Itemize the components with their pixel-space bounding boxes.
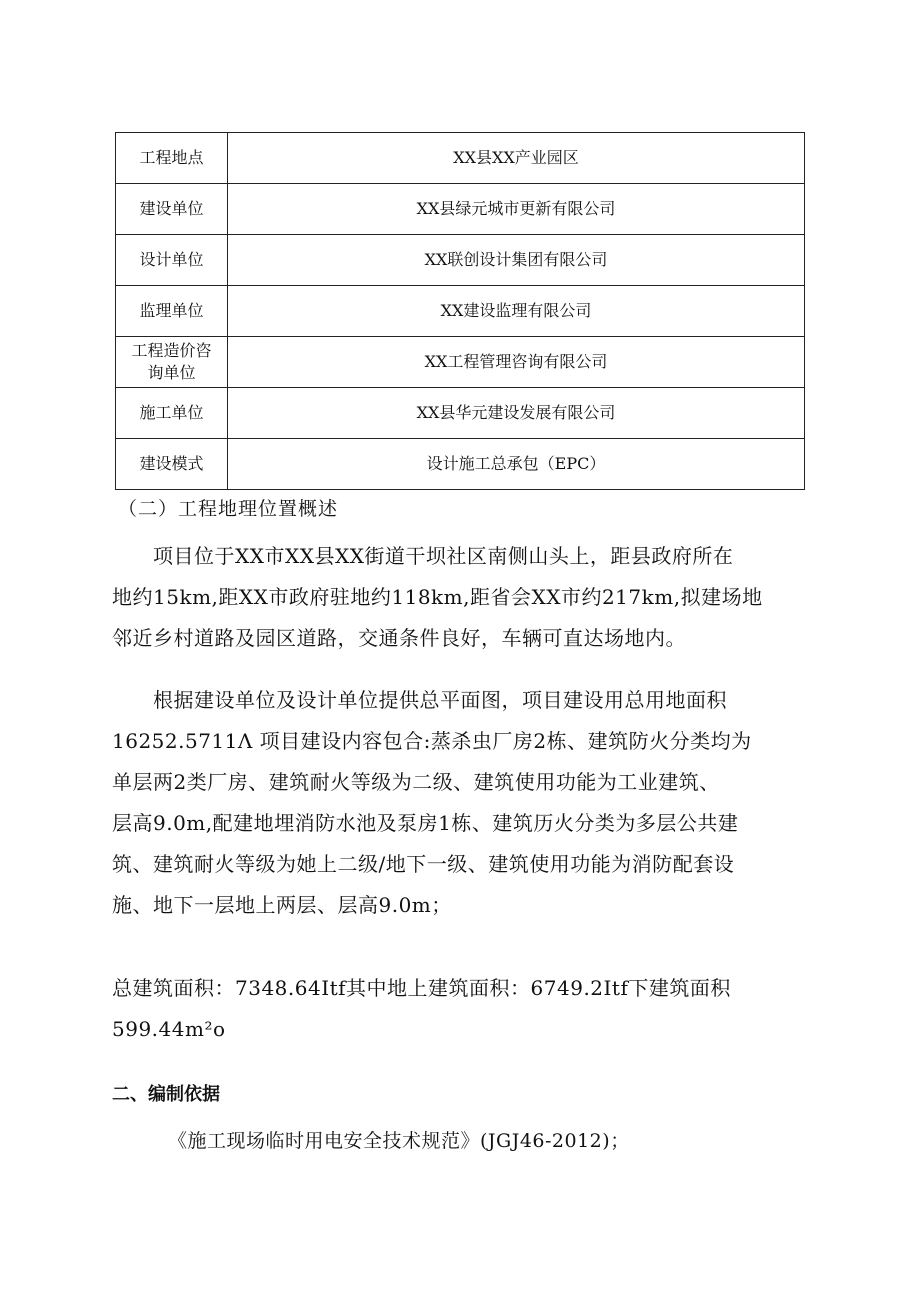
- table-row: [116, 286, 805, 337]
- subsection-heading: （二）工程地理位置概述: [118, 498, 339, 520]
- paragraph-line: 施、地下一层地上两层、层高9.0m；: [112, 893, 452, 917]
- paragraph-line: 599.44m²o: [112, 1017, 226, 1041]
- row-label: 施工单位: [116, 388, 228, 439]
- table-row: [116, 235, 805, 286]
- row-label: 监理单位: [116, 286, 228, 337]
- content-paragraph: [112, 680, 802, 926]
- row-label: 建设模式: [116, 439, 228, 490]
- row-value: 设计施工总承包（EPC）: [228, 439, 805, 490]
- row-value: XX联创设计集团有限公司: [228, 235, 805, 286]
- row-label: 工程地点: [116, 133, 228, 184]
- paragraph-line: 16252.5711Λ 项目建设内容包合:蒸杀虫厂房2栋、建筑防火分类均为: [112, 729, 752, 753]
- project-info-table: [115, 132, 805, 490]
- table-row: [116, 184, 805, 235]
- row-value: XX工程管理咨询有限公司: [228, 337, 805, 388]
- row-label: 设计单位: [116, 235, 228, 286]
- row-label: 工程造价咨询单位: [116, 337, 228, 388]
- location-paragraph: [112, 536, 802, 659]
- row-value: XX建设监理有限公司: [228, 286, 805, 337]
- paragraph-line: 单层两2类厂房、建筑耐火等级为二级、建筑使用功能为工业建筑、: [112, 770, 720, 794]
- paragraph-line: 筑、建筑耐火等级为她上二级/地下一级、建筑使用功能为消防配套设: [112, 852, 735, 876]
- paragraph-line: 层高9.0m,配建地埋消防水池及泵房1栋、建筑历火分类为多层公共建: [112, 811, 739, 835]
- section-heading: 二、编制依据: [112, 1084, 220, 1105]
- row-value: XX县绿元城市更新有限公司: [228, 184, 805, 235]
- paragraph-line: 根据建设单位及设计单位提供总平面图，项目建设用总用地面积: [112, 688, 727, 712]
- row-value: XX县XX产业园区: [228, 133, 805, 184]
- row-value: XX县华元建设发展有限公司: [228, 388, 805, 439]
- table-row: [116, 388, 805, 439]
- paragraph-line: 地约15km,距XX市政府驻地约118km,距省会XX市约217km,拟建场地: [112, 585, 763, 609]
- paragraph-line: 项目位于XX市XX县XX街道干坝社区南侧山头上，距县政府所在: [112, 544, 734, 568]
- table-row: [116, 337, 805, 388]
- paragraph-line: 总建筑面积：7348.64Itf其中地上建筑面积：6749.2Itf下建筑面积: [112, 976, 731, 1000]
- table-row: [116, 439, 805, 490]
- row-label: 建设单位: [116, 184, 228, 235]
- table-row: [116, 133, 805, 184]
- paragraph-line: 邻近乡村道路及园区道路，交通条件良好，车辆可直达场地内。: [112, 626, 686, 650]
- area-paragraph: [112, 968, 802, 1050]
- reference-item: 《施工现场临时用电安全技术规范》(JGJ46-2012)；: [168, 1130, 630, 1152]
